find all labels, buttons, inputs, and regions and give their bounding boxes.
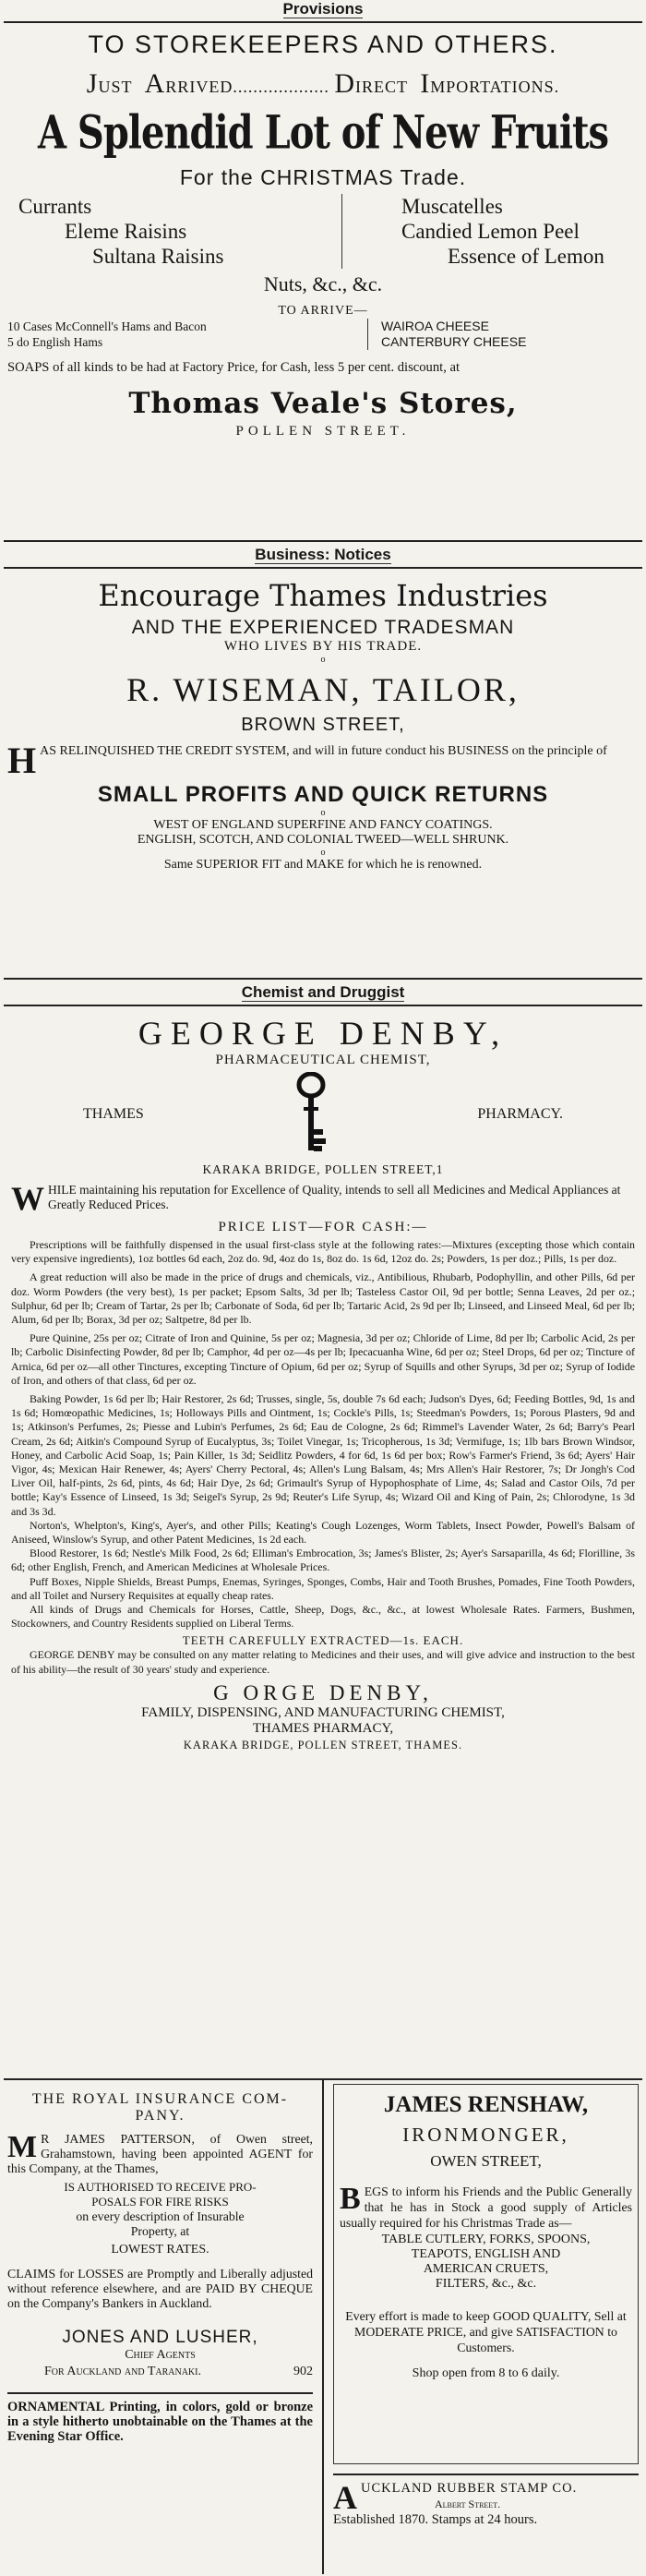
signature-line-1: FAMILY, DISPENSING, AND MANUFACTURING CHEMIST, [141,1704,505,1720]
renshaw-name: JAMES RENSHAW, [383,2092,589,2117]
provisions-title: TO STOREKEEPERS AND OTHERS. [88,30,558,58]
importations-line: JUST ARRIVED................... DIRECT IMPORTATIONS. [86,68,560,99]
list-item: TEAPOTS, ENGLISH AND [411,2247,561,2261]
posals-line: POSALS FOR FIRE RISKS [91,2195,229,2209]
tradesman-line: AND THE EXPERIENCED TRADESMAN [131,617,515,638]
renshaw-street: OWEN STREET, [430,2152,542,2170]
agents-for-line: For Auckland and Taranaki. 902 [44,2365,313,2378]
thames-label: THAMES [83,1106,144,1122]
authorised-line: IS AUTHORISED TO RECEIVE PRO- [64,2180,257,2194]
trade-line: WHO LIVES BY HIS TRADE. [223,639,423,654]
wiseman-name: R. WISEMAN, TAILOR, [126,671,520,708]
insurance-title: THE ROYAL INSURANCE COM- [31,2091,289,2107]
list-item: FILTERS, &c., &c. [435,2277,537,2291]
price-paragraph: Pure Quinine, 25s per oz; Citrate of Iron and Quinine, 5s per oz; Magnesia, 3d per oz; Chloride of Lime, 8d per lb; Carbolic Acid, 2s per lb; Carbolic Disinfecting Powder, 8d per lb; Camphor, 4d per oz—4s per lb; Ipecacuanha Wine, 6d per oz; Steel Drops, 6d per oz; Tincture of Arnica, 6d per oz—all other Tinctures, excepting Tincture of Opium, 6d per oz; Syrup of Squills and other Syrups, 3d per oz; Syrup of Iodide of Iron, and others of that class, 6d per oz. [11,1331,635,1387]
ornamental-printing: ORNAMENTAL Printing, in colors, gold or bronze in a style hitherto unobtainable on the Thames at the Evening Star Office. [7,2400,313,2444]
rubber-stamp-ad: AUCKLAND RUBBER STAMP CO. Albert Street. Established 1870. Stamps at 24 hours. [333,2479,578,2527]
pharmacy-label: PHARMACY. [477,1106,563,1122]
business-header: Business: Notices [255,546,391,563]
ornament-1: o [320,655,326,665]
while-maintaining: WHILE maintaining his reputation for Excellence of Quality, intends to sell all Medicines and Medical Appliances at Greatly Reduced Prices. [11,1180,621,1217]
provisions-header: Provisions [282,0,364,18]
bottom-columns [0,2080,646,2574]
lowest-rates: LOWEST RATES. [111,2243,209,2257]
teeth-extracted: TEETH CAREFULLY EXTRACTED—1s. EACH. [182,1633,464,1648]
every-line: on every description of Insurable [76,2209,245,2223]
thames-pharmacy-row [0,1068,646,1161]
credit-notice: HAS RELINQUISHED THE CREDIT SYSTEM, and will in future conduct his BUSINESS on the principle of [7,740,607,781]
effort-text: Every effort is made to keep GOOD QUALITY, Sell at MODERATE PRICE, and give SATISFACTION to Customers. [345,2309,627,2354]
renshaw-trade: IRONMONGER, [402,2124,569,2146]
fruits-headline: A Splendid Lot of New Fruits [37,105,609,160]
karaka-address: KARAKA BRIDGE, POLLEN STREET,1 [202,1162,444,1176]
west-of-england: WEST OF ENGLAND SUPERFINE AND FANCY COATINGS. [153,818,493,832]
nuts-line: Nuts, &c., &c. [263,272,383,295]
price-list-heading: PRICE LIST—FOR CASH:— [218,1220,428,1234]
price-paragraph: Puff Boxes, Nipple Shields, Breast Pumps, Enemas, Syringes, Sponges, Combs, Hair and Tooth Brushes, Pomades, Fine Tooth Powders, and all Toilet and Nursery Requisites at equally cheap rates. [11,1574,635,1602]
renshaw-box [333,2084,639,2464]
small-profits: SMALL PROFITS AND QUICK RETURNS [97,782,549,807]
denby-signature: G ORGE DENBY, [213,1680,433,1704]
price-paragraph: Blood Restorer, 1s 6d; Nestle's Milk Food, 2s 6d; Elliman's Embrocation, 3s; James's Blister, 2s; Ayer's Sarsaparilla, 4s 6d; Florilline, 3s 6d; other English, French, and American Medicines at Wholesale Prices. [11,1547,635,1574]
superior-fit: Same SUPERIOR FIT and MAKE for which he is renowned. [163,858,483,872]
english-tweed: ENGLISH, SCOTCH, AND COLONIAL TWEED—WELL SHRUNK. [137,833,509,847]
price-list [0,1238,646,1631]
key-icon [294,1072,328,1157]
insurance-title-2: PANY. [135,2108,185,2124]
business-title: Encourage Thames Industries [98,578,548,613]
property-line: Property, at [130,2224,190,2238]
price-paragraph: Baking Powder, 1s 6d per lb; Hair Restorer, 2s 6d; Trusses, single, 5s, double 7s 6d each; Judson's Dyes, 6d; Feeding Bottles, 9d, 1s and 1s 6d; Homœopathic Medicines, 1s; Holloways Pills and Ointment, 1s; Cockle's Pills, 1s; Steedman's Powders, 1s; Porous Plasters, 9d and 1s; Atkinson's Perfumes, 2s; Piesse and Lubin's Perfumes, 2s 6d; Eau de Cologne, 2s 6d; Rimmel's Lavender Water, 2s 6d; Barry's Pearl Cream, 2s 6d; Aitkin's Compound Syrup of Eucalyptus, 3s; Toilet Vinegar, 1s; Tricopherous, 1s 3d; Vermifuge, 1s; 1lb bars Brown Windsor, Honey, and Carbolic Acid Soap, 1s; Pain Killer, 1s 3d; Seidlitz Powders, 4 for 6d, 1s 6d per box; Row's Farmer's Friend, 3s 6d; Ayers' Hair Vigor, 4s; Mexican Hair Renewer, 4s; Ayers' Cherry Pectoral, 4s; Allen's Lung Balsam, 4s; Mrs Allen's Hair Restorer, 7s; Dr Jongh's Cod Liver Oil, half-pints, 2s 6d, pints, 4s 6d; Hair Dye, 2s 6d; Grimault's Syrup of Hypophosphate of Lime, 4s; Salad and Castor Oils, 7d per bottle; Kay's Essence of Linseed, 1s 3d; Seigel's Syrup, 2s 9d; Reuter's Life Syrup, 4s; Wizard Oil and King of Pain, 2s; Chlorodyne, 1s 3d and 3s 3d. [11,1392,635,1518]
denby-title: PHARMACEUTICAL CHEMIST, [215,1053,431,1067]
shop-hours: Shop open from 8 to 6 daily. [412,2366,560,2380]
fruit-list: Currants Eleme Raisins Sultana Raisins Muscatelles Candied Lemon Peel Essence of Lemon [0,194,646,269]
price-paragraph: All kinds of Drugs and Chemicals for Horses, Cattle, Sheep, Dogs, &c., &c., at lowest Wholesale Rates. Farmers, Bushmen, Stockowners, and Country Residents supplied on Liberal Terms. [11,1603,635,1631]
store-name: Thomas Veale's Stores, [128,387,518,420]
claims-text: CLAIMS for LOSSES are Promptly and Liberally adjusted without reference elsewhere, and are PAID BY CHEQUE on the Company's Bankers in Auckland. [7,2267,313,2310]
to-arrive: TO ARRIVE— [278,304,368,318]
wiseman-street: BROWN STREET, [241,715,405,735]
signature-line-2: THAMES PHARMACY, [252,1720,394,1736]
agents-title: Chief Agents [125,2348,196,2362]
denby-name: GEORGE DENBY, [138,1015,508,1052]
price-paragraph: A great reduction will also be made in the price of drugs and chemicals, viz., Antibilious, Rhubarb, Podophyllin, and other Pills, 6d per doz. Worm Powders (the very best), 1s per packet; Epsom Salts, 3d per lb; Tasteless Castor Oil, 9d per bottle; Senna Leaves, 2d per oz.; Sulphur, 6d per lb; Cream of Tartar, 2s per lb; Carbonate of Soda, 6d per lb; Tartaric Acid, 2s 9d per lb; Linseed, and Linseed Meal, 6d per lb; Alum, 6d per lb; Borax, 3d per oz; Saltpetre, 8d per lb. [11,1270,635,1327]
list-item: AMERICAN CRUETS, [423,2262,549,2276]
ornament-3: o [320,848,326,858]
renshaw-column [324,2080,646,2574]
provisions-section [0,0,646,540]
agents-name: JONES AND LUSHER, [62,2328,258,2347]
business-section [0,542,646,978]
chemist-section [0,980,646,2078]
christmas-subhead: For the CHRISTMAS Trade. [179,165,467,189]
chemist-header: Chemist and Druggist [241,983,405,1001]
insurance-column [0,2080,322,2574]
signature-line-3: KARAKA BRIDGE, POLLEN STREET, THAMES. [183,1738,463,1751]
soaps-text: SOAPS of all kinds to be had at Factory Price, for Cash, less 5 per cent. discount, at [7,360,461,375]
list-item: TABLE CUTLERY, FORKS, SPOONS, [381,2233,591,2246]
ornament-2: o [320,808,326,818]
arrive-list: 10 Cases McConnell's Hams and Bacon 5 do English Hams WAIROA CHEESE CANTERBURY CHEESE [0,319,646,350]
store-street: POLLEN STREET. [235,424,411,439]
price-paragraph: Norton's, Whelpton's, King's, Ayer's, and other Pills; Keating's Cough Lozenges, Worm Tablets, Insect Powder, Powell's Balsam of Aniseed, Winslow's Syrup, and other Patent Medicines, 1s 2d each. [11,1518,635,1547]
price-paragraph: Prescriptions will be faithfully dispensed in the usual first-class style at the following rates:—Mixtures (excepting those which contain very expensive ingredients), 1oz bottles 6d each, 2oz do. 9d, 4oz do 1s, 8oz do. 1s 6d, 12oz do. 2s; Powders, 1s per doz.; Pills, 1s per doz. [11,1238,635,1266]
begs-notice: BEGS to inform his Friends and the Public Generally that he has in Stock a good supply of Articles usually required for his Christmas Trade as— [340,2182,632,2230]
patterson-notice: M R JAMES PATTERSON, of Owen street, Grahamstown, having been appointed AGENT for this Company, at the Thames, [7,2130,313,2175]
consult-text: GEORGE DENBY may be consulted on any matter relating to Medicines and their uses, and will give advice and instruction to the best of his ability—the result of 30 years' study and experience. [11,1648,635,1676]
